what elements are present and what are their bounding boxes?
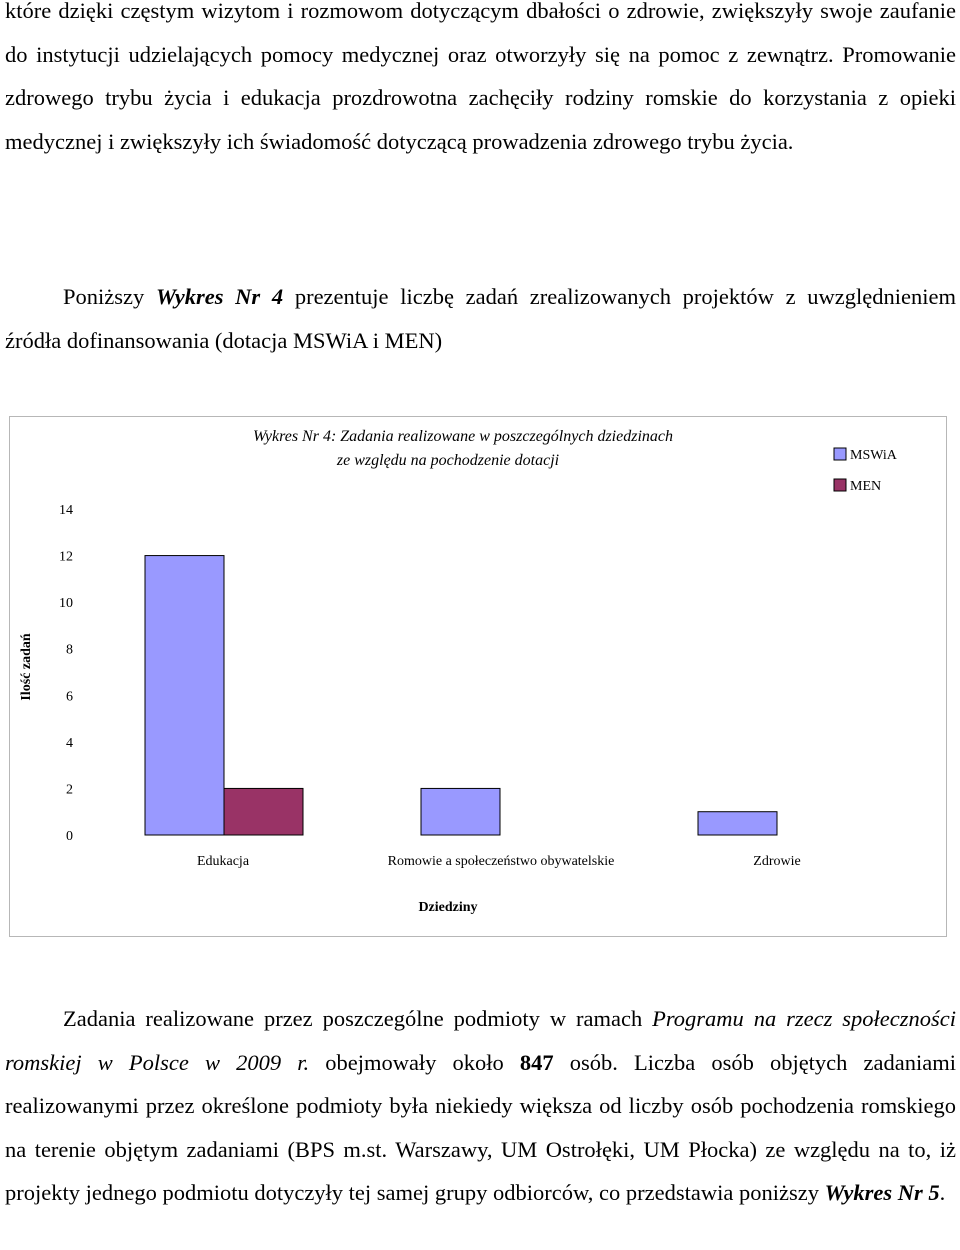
x-category-label: Romowie a społeczeństwo obywatelskie xyxy=(387,854,615,869)
chart-reference-5: Wykres Nr 5 xyxy=(824,1180,940,1205)
legend-swatch-mswia xyxy=(834,448,846,460)
y-tick-label: 8 xyxy=(66,642,73,658)
legend-label-men: MEN xyxy=(850,479,882,494)
y-tick-label: 12 xyxy=(59,549,73,565)
p3-text4: . xyxy=(939,1180,946,1205)
paragraph-summary xyxy=(5,997,956,1215)
y-tick-label: 4 xyxy=(66,735,73,751)
p2-after: prezentuje liczbę zadań zrealizowanych projektów z uwzględnieniem źródła dofinansowania (dotacja MSWiA i MEN) xyxy=(5,284,956,353)
chart-title-line2: ze względu na pochodzenie dotacji xyxy=(336,452,560,469)
y-tick-label: 2 xyxy=(66,782,73,798)
paragraph-intro: które dzięki częstym wizytom i rozmowom dotyczącym dbałości o zdrowie, zwiększyły swoje zaufanie do instytucji udzielających pomocy medycznej oraz otworzyły się na pomoc z zewnątrz. Promowanie zdrowego trybu życia i edukacja prozdrowotna zachęciły rodziny romskie do korzystania z opieki medycznej i zwiększyły ich świadomość dotyczącą prowadzenia zdrowego trybu życia. xyxy=(5,0,956,154)
bar-mswia-romowie-a-spoleczenstwo-obywatelskie xyxy=(421,788,500,835)
x-category-label: Zdrowie xyxy=(753,854,801,869)
p3-text2: obejmowały około xyxy=(309,1049,520,1075)
y-axis-title: Ilość zadań xyxy=(19,633,34,701)
p3-text3: osób. Liczba osób objętych zadaniami realizowanymi przez określone podmioty była niekiedy większa od liczby osób pochodzenia romskiego na terenie objętym zadaniami (BPS m.st. Warszawy, UM Ostrołęki, UM Płocka) ze względu na to, iż projekty jednego podmiotu dotyczyły tej samej grupy odbiorców, co przedstawia poniższy xyxy=(5,1049,956,1205)
chart-legend xyxy=(834,448,898,494)
bars xyxy=(145,556,777,835)
y-tick-label: 10 xyxy=(59,596,73,612)
bar-chart xyxy=(10,417,948,938)
x-category-label: Edukacja xyxy=(196,854,250,869)
y-tick-label: 14 xyxy=(59,503,73,518)
bar-mswia-edukacja xyxy=(145,556,224,835)
y-tick-label: 0 xyxy=(66,829,73,844)
legend-label-mswia: MSWiA xyxy=(850,448,897,463)
x-axis-title: Dziedziny xyxy=(418,900,478,915)
chart-title-line1: Wykres Nr 4: Zadania realizowane w poszczególnych dziedzinach xyxy=(253,428,673,445)
p2-before: Poniższy xyxy=(63,284,156,309)
people-count: 847 xyxy=(519,1049,554,1075)
paragraph-chart-intro xyxy=(5,275,956,362)
bar-men-edukacja xyxy=(224,788,303,835)
y-axis-ticks xyxy=(59,503,73,844)
chart-container xyxy=(9,416,947,937)
p3-text1: Zadania realizowane przez poszczególne podmioty w ramach xyxy=(63,1006,653,1031)
legend-swatch-men xyxy=(834,479,846,491)
x-axis-labels xyxy=(197,854,801,869)
bar-mswia-zdrowie xyxy=(698,812,777,835)
program-title: Programu na rzecz społeczności romskiej w Polsce w 2009 r. xyxy=(5,1006,956,1075)
chart-reference-4: Wykres Nr 4 xyxy=(155,284,284,309)
y-tick-label: 6 xyxy=(66,689,73,705)
